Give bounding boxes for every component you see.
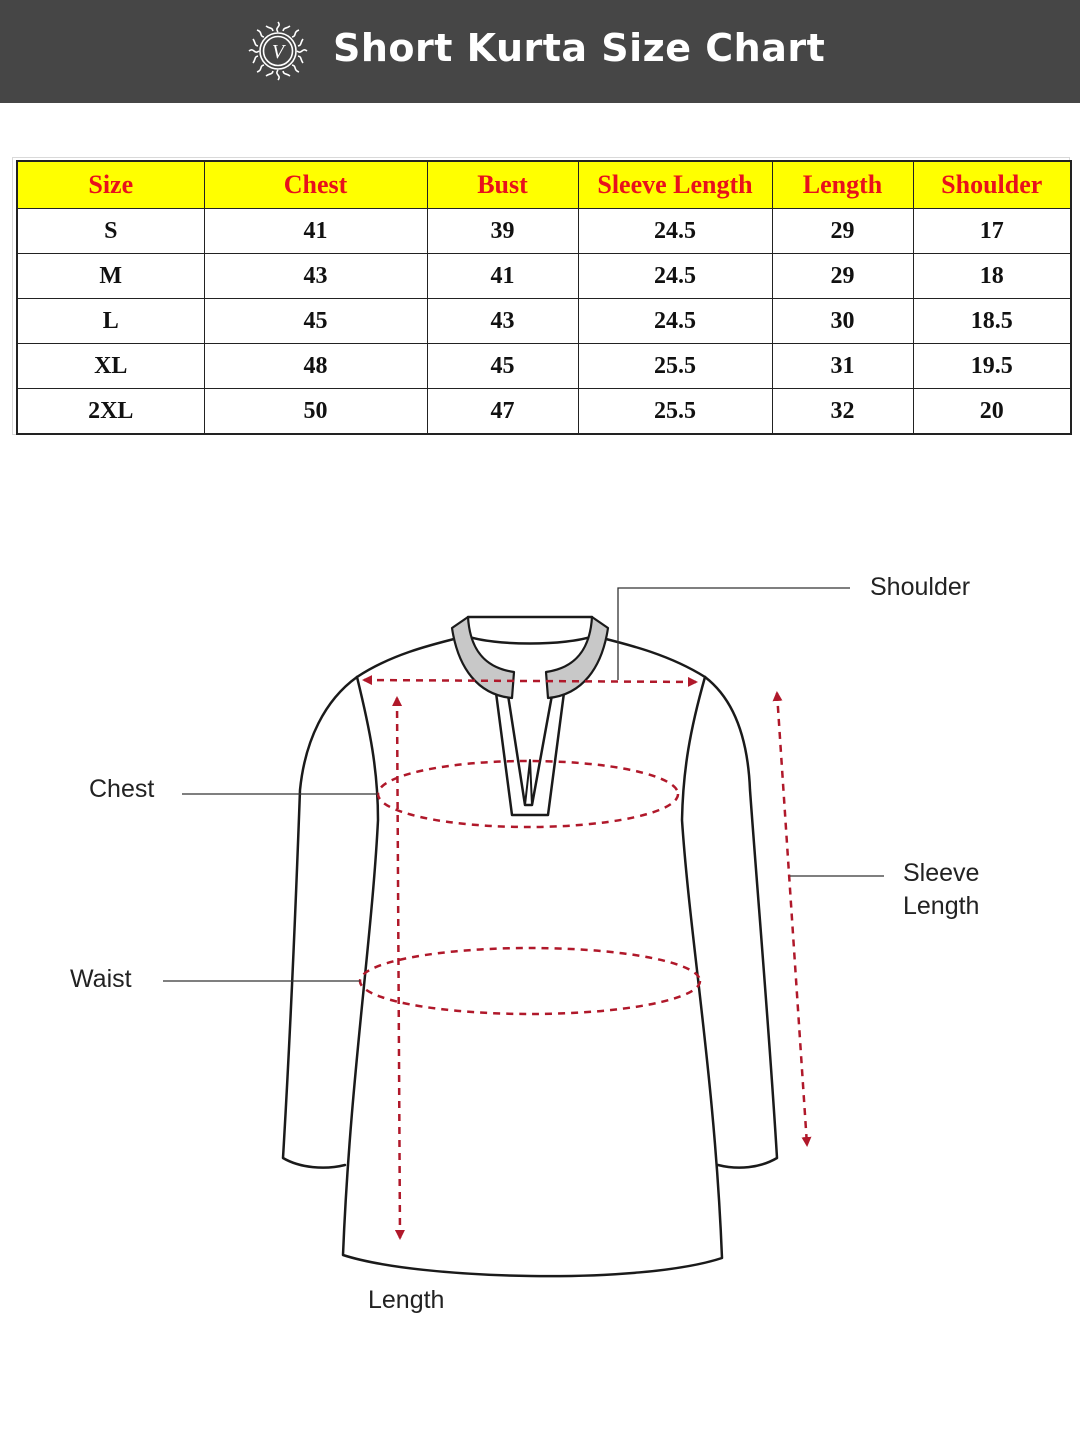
table-cell: 48: [204, 344, 427, 389]
table-cell: 43: [427, 299, 578, 344]
kurta-sleeve-right: [705, 677, 777, 1168]
table-cell: S: [17, 209, 204, 254]
table-cell: 29: [772, 209, 913, 254]
table-cell: 24.5: [578, 254, 772, 299]
page-title: Short Kurta Size Chart: [333, 26, 826, 70]
table-cell: 41: [427, 254, 578, 299]
table-cell: 31: [772, 344, 913, 389]
sleeve-measure-line: [777, 693, 807, 1145]
table-cell: 25.5: [578, 344, 772, 389]
column-header-length: Length: [772, 161, 913, 209]
shoulder-measure-line: [364, 680, 696, 682]
sleeve-length-label: Sleeve Length: [903, 859, 980, 920]
length-label: Length: [368, 1286, 445, 1314]
shoulder-leader-line: [618, 588, 850, 680]
table-cell: L: [17, 299, 204, 344]
table-cell: 18: [913, 254, 1071, 299]
waist-measure-ellipse: [360, 948, 700, 1014]
table-cell: 20: [913, 389, 1071, 435]
table-cell: M: [17, 254, 204, 299]
logo-letter: V: [271, 41, 285, 63]
shoulder-label: Shoulder: [870, 573, 971, 601]
kurta-back-neck: [466, 617, 594, 644]
table-cell: 19.5: [913, 344, 1071, 389]
column-header-sleeve-length: Sleeve Length: [578, 161, 772, 209]
table-cell: 41: [204, 209, 427, 254]
table-cell: 24.5: [578, 209, 772, 254]
column-header-size: Size: [17, 161, 204, 209]
table-cell: 29: [772, 254, 913, 299]
table-cell: 45: [204, 299, 427, 344]
table-cell: 45: [427, 344, 578, 389]
column-header-chest: Chest: [204, 161, 427, 209]
table-cell: 30: [772, 299, 913, 344]
table-cell: 43: [204, 254, 427, 299]
table-cell: XL: [17, 344, 204, 389]
kurta-shoulder-left: [357, 638, 458, 677]
column-header-bust: Bust: [427, 161, 578, 209]
column-header-shoulder: Shoulder: [913, 161, 1071, 209]
table-cell: 39: [427, 209, 578, 254]
table-cell: 50: [204, 389, 427, 435]
table-cell: 17: [913, 209, 1071, 254]
table-cell: 32: [772, 389, 913, 435]
table-cell: 2XL: [17, 389, 204, 435]
chest-label: Chest: [89, 775, 155, 803]
kurta-outline: [283, 617, 777, 1276]
table-cell: 24.5: [578, 299, 772, 344]
kurta-placket-inner: [508, 695, 552, 805]
kurta-collar: [452, 617, 608, 698]
waist-label: Waist: [70, 965, 132, 993]
table-cell: 25.5: [578, 389, 772, 435]
kurta-placket: [495, 685, 565, 815]
table-cell: 18.5: [913, 299, 1071, 344]
kurta-sleeve-left: [283, 677, 357, 1168]
kurta-body: [343, 677, 722, 1276]
measurement-lines: [360, 680, 807, 1238]
table-cell: 47: [427, 389, 578, 435]
leader-lines: [163, 588, 884, 981]
